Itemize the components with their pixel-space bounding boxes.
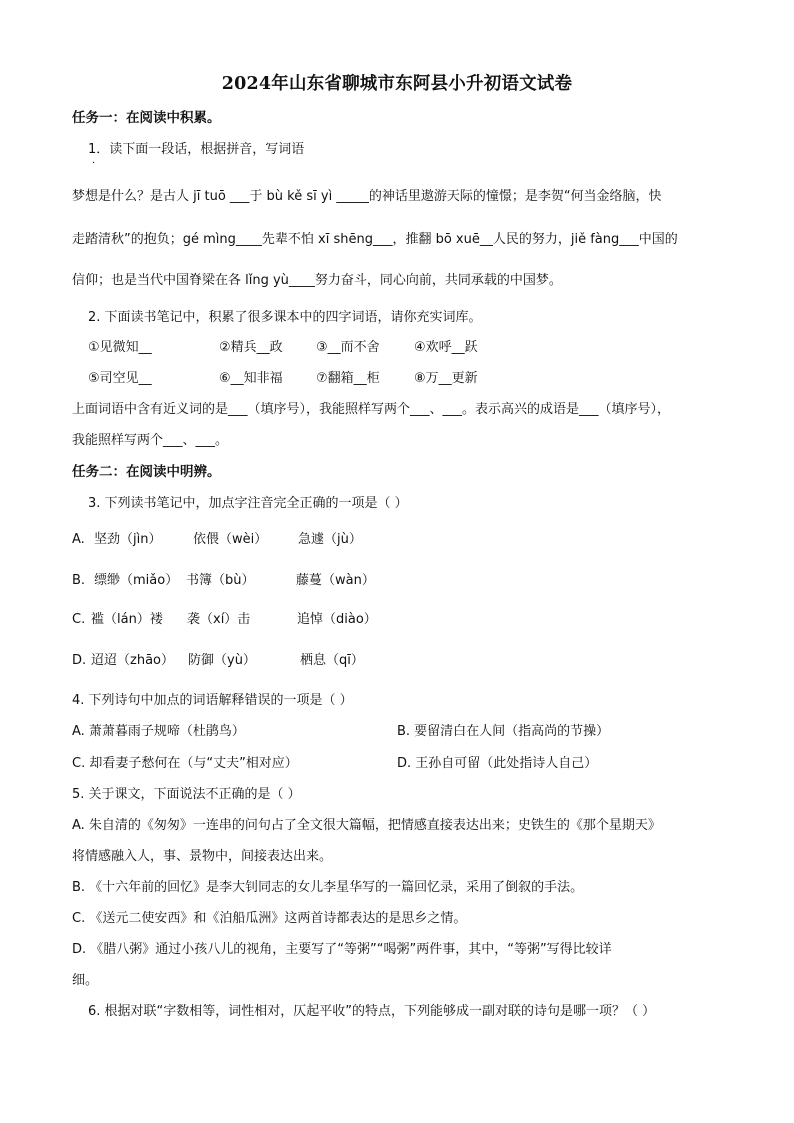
- q2-fill-line-2: 我能照样写两个___、___。: [72, 433, 229, 448]
- q3-option-letter: C.: [72, 612, 86, 627]
- q5-option-a-line-1: A. 朱自清的《匆匆》一连串的问句占了全文很大篇幅，把情感直接表达出来；史铁生的《那个星期天》: [72, 818, 661, 833]
- task1-heading: 任务一：在阅读中积累。: [72, 110, 221, 126]
- q2-fill-line-1: 上面词语中含有近义词的是___（填序号），我能照样写两个___、___。表示高兴的成语是___（填序号），: [72, 402, 671, 417]
- q5-option-b: B. 《十六年前的回忆》是李大钊同志的女儿李星华写的一篇回忆录，采用了倒叙的手法。: [72, 880, 584, 895]
- q3-option-letter: D.: [72, 653, 87, 668]
- q3-option-word: 袭（xí）击: [187, 612, 251, 627]
- q4-option-b: B. 要留清白在人间（指高尚的节操）: [397, 724, 610, 739]
- q4-option-d: D. 王孙自可留（此处指诗人自己）: [397, 756, 598, 771]
- q3-option-word: 书簿（bù）: [186, 573, 255, 588]
- q2-idiom-item: ⑤司空见__: [88, 371, 152, 386]
- period-dot-icon: ·: [92, 158, 96, 169]
- q3-option-word: 追悼（diào）: [297, 612, 377, 627]
- q2-idiom-item: ②精兵__政: [219, 340, 283, 355]
- q3-option-word: 急遽（jù）: [298, 532, 362, 547]
- q4-option-a: A. 萧萧暮雨子规啼（杜鹃鸟）: [72, 724, 245, 739]
- q1-paragraph-line-1: 梦想是什么？是古人 jī tuō ___于 bù kě sī yì _____的神话里遨游天际的憧憬；是李贺“何当金络脑，快: [72, 189, 662, 204]
- q1-prompt: 1．读下面一段话，根据拼音，写词语: [88, 142, 305, 157]
- q3-option-letter: A.: [72, 532, 85, 547]
- q3-option-word: 坚劲（jìn）: [94, 532, 162, 547]
- q3-option-letter: B.: [72, 573, 86, 588]
- q5-option-c: C. 《送元二使安西》和《泊船瓜洲》这两首诗都表达的是思乡之情。: [72, 911, 467, 926]
- exam-title: 2024年山东省聊城市东阿县小升初语文试卷: [221, 74, 573, 94]
- q2-idiom-item: ⑥__知非福: [219, 371, 283, 386]
- q3-option-word: 迢迢（zhāo）: [91, 653, 174, 668]
- q5-prompt: 5. 关于课文，下面说法不正确的是（ ）: [72, 787, 301, 802]
- q2-idiom-item: ④欢呼__跃: [414, 340, 478, 355]
- q4-prompt: 4. 下列诗句中加点的词语解释错误的一项是（ ）: [72, 693, 353, 708]
- q3-option-word: 防御（yù）: [188, 653, 256, 668]
- q5-option-d-line-1: D. 《腊八粥》通过小孩八儿的视角，主要写了“等粥”“喝粥”两件事，其中，“等粥”写得比较详: [72, 942, 612, 957]
- q1-paragraph-line-3: 信仰；也是当代中国脊梁在各 lǐng yù____努力奋斗，同心向前，共同承载的中国梦。: [72, 273, 562, 288]
- q2-idiom-item: ⑧万__更新: [414, 371, 478, 386]
- task2-heading: 任务二：在阅读中明辨。: [72, 464, 221, 480]
- q5-option-a-line-2: 将情感融入人，事、景物中，间接表达出来。: [72, 849, 333, 864]
- q2-prompt: 2. 下面读书笔记中，积累了很多课本中的四字词语，请你充实词库。: [88, 310, 482, 325]
- q3-option-word: 褴（lán）褛: [91, 612, 163, 627]
- q2-idiom-item: ⑦翻箱__柜: [316, 371, 380, 386]
- q4-option-c: C. 却看妻子愁何在（与“丈夫”相对应）: [72, 756, 298, 771]
- q3-option-word: 栖息（qī）: [300, 653, 364, 668]
- q1-paragraph-line-2: 走踏清秋”的抱负；gé mìng____先辈不怕 xī shēng___，推翻 bō xuē__人民的努力，jiě fàng___中国的: [72, 232, 678, 247]
- q3-prompt: 3. 下列读书笔记中，加点字注音完全正确的一项是（ ）: [88, 496, 408, 511]
- q3-option-word: 藤蔓（wàn）: [296, 573, 375, 588]
- q5-option-d-line-2: 细。: [72, 973, 99, 988]
- q3-option-word: 依偎（wèi）: [193, 532, 268, 547]
- q3-option-word: 缥缈（miǎo）: [94, 573, 179, 588]
- q2-idiom-item: ③__而不舍: [316, 340, 380, 355]
- q2-idiom-item: ①见微知__: [88, 340, 152, 355]
- q6-prompt: 6. 根据对联“字数相等，词性相对，仄起平收”的特点，下列能够成一副对联的诗句是哪一项？（ ）: [88, 1004, 656, 1019]
